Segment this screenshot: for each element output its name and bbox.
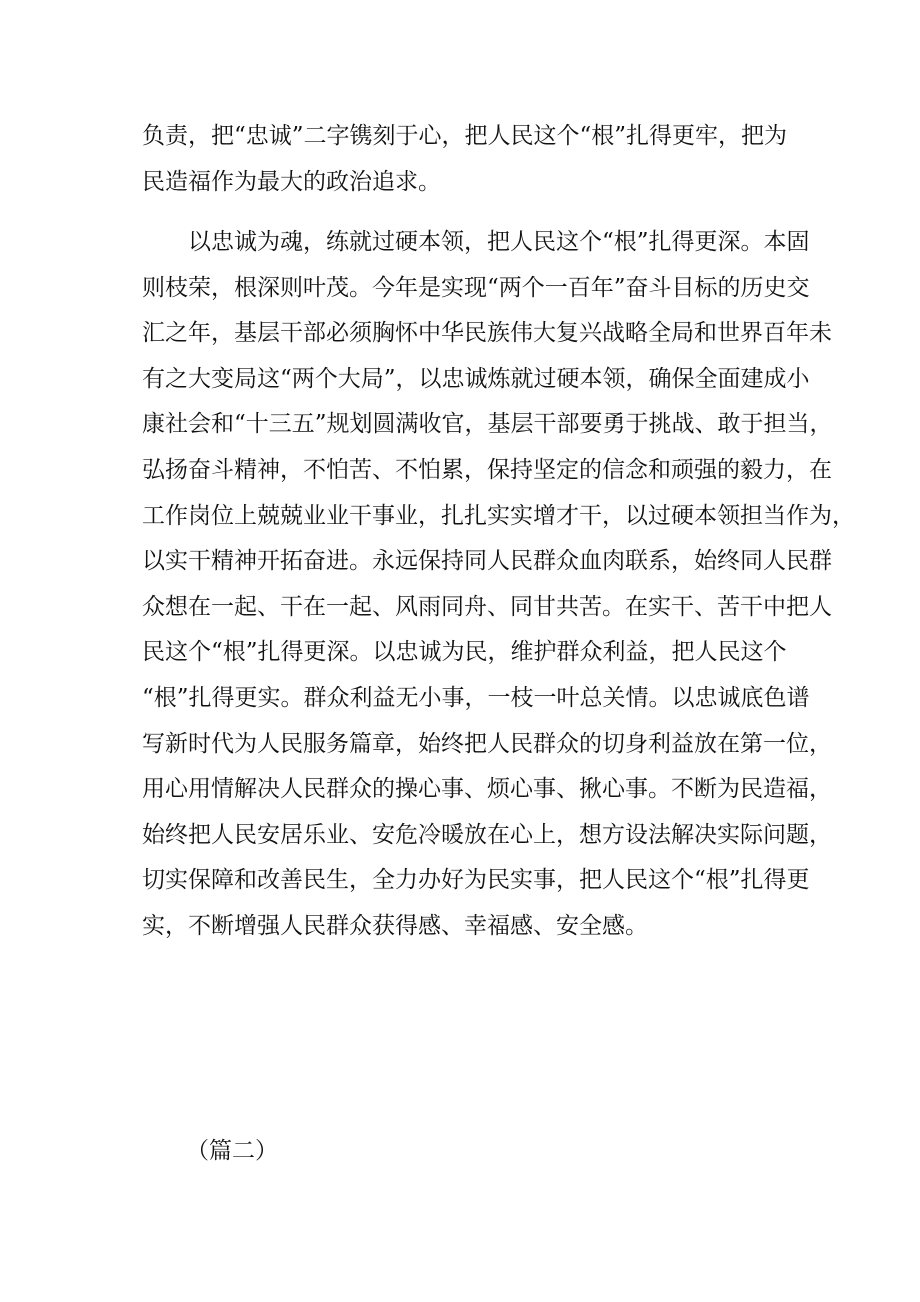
- text-line: 众想在一起、干在一起、风雨同舟、同甘共苦。在实干、苦干中把人: [142, 593, 832, 620]
- text-line: 民这个“根”扎得更深。以忠诚为民，维护群众利益，把人民这个: [142, 639, 787, 666]
- paragraph-2: [142, 220, 855, 950]
- text-line: “根”扎得更实。群众利益无小事，一枝一叶总关情。以忠诚底色谱: [142, 684, 810, 711]
- text-line: 切实保障和改善民生，全力办好为民实事，把人民这个“根”扎得更: [142, 867, 810, 894]
- text-line: 民造福作为最大的政治追求。: [142, 168, 441, 195]
- text-line: 工作岗位上兢兢业业干事业，扎扎实实增才干，以过硬本领担当作为，: [142, 502, 855, 529]
- text-line: 有之大变局这“两个大局”，以忠诚炼就过硬本领，确保全面建成小: [142, 365, 810, 392]
- text-line: 康社会和“十三五”规划圆满收官，基层干部要勇于挑战、敢于担当，: [142, 411, 833, 438]
- text-line: 以实干精神开拓奋进。永远保持同人民群众血肉联系，始终同人民群: [142, 548, 832, 575]
- text-line: 以忠诚为魂，练就过硬本领，把人民这个“根”扎得更深。本固: [142, 229, 810, 255]
- text-line: 则枝荣，根深则叶茂。今年是实现“两个一百年”奋斗目标的历史交: [142, 274, 810, 301]
- text-line: 实，不断增强人民群众获得感、幸福感、安全感。: [142, 912, 648, 939]
- text-line: 负责，把“忠诚”二字镌刻于心，把人民这个“根”扎得更牢，把为: [142, 123, 788, 149]
- text-line: 始终把人民安居乐业、安危冷暖放在心上，想方设法解决实际问题，: [142, 821, 832, 848]
- text-line: 用心用情解决人民群众的操心事、烦心事、揪心事。不断为民造福，: [142, 776, 832, 803]
- text-line: 弘扬奋斗精神，不怕苦、不怕累，保持坚定的信念和顽强的毅力，在: [142, 456, 832, 483]
- paragraph-1: [142, 114, 788, 205]
- text-line: 汇之年，基层干部必须胸怀中华民族伟大复兴战略全局和世界百年未: [142, 320, 832, 347]
- text-line: 写新时代为人民服务篇章，始终把人民群众的切身利益放在第一位，: [142, 730, 832, 757]
- section-heading: （篇二）: [186, 1138, 278, 1164]
